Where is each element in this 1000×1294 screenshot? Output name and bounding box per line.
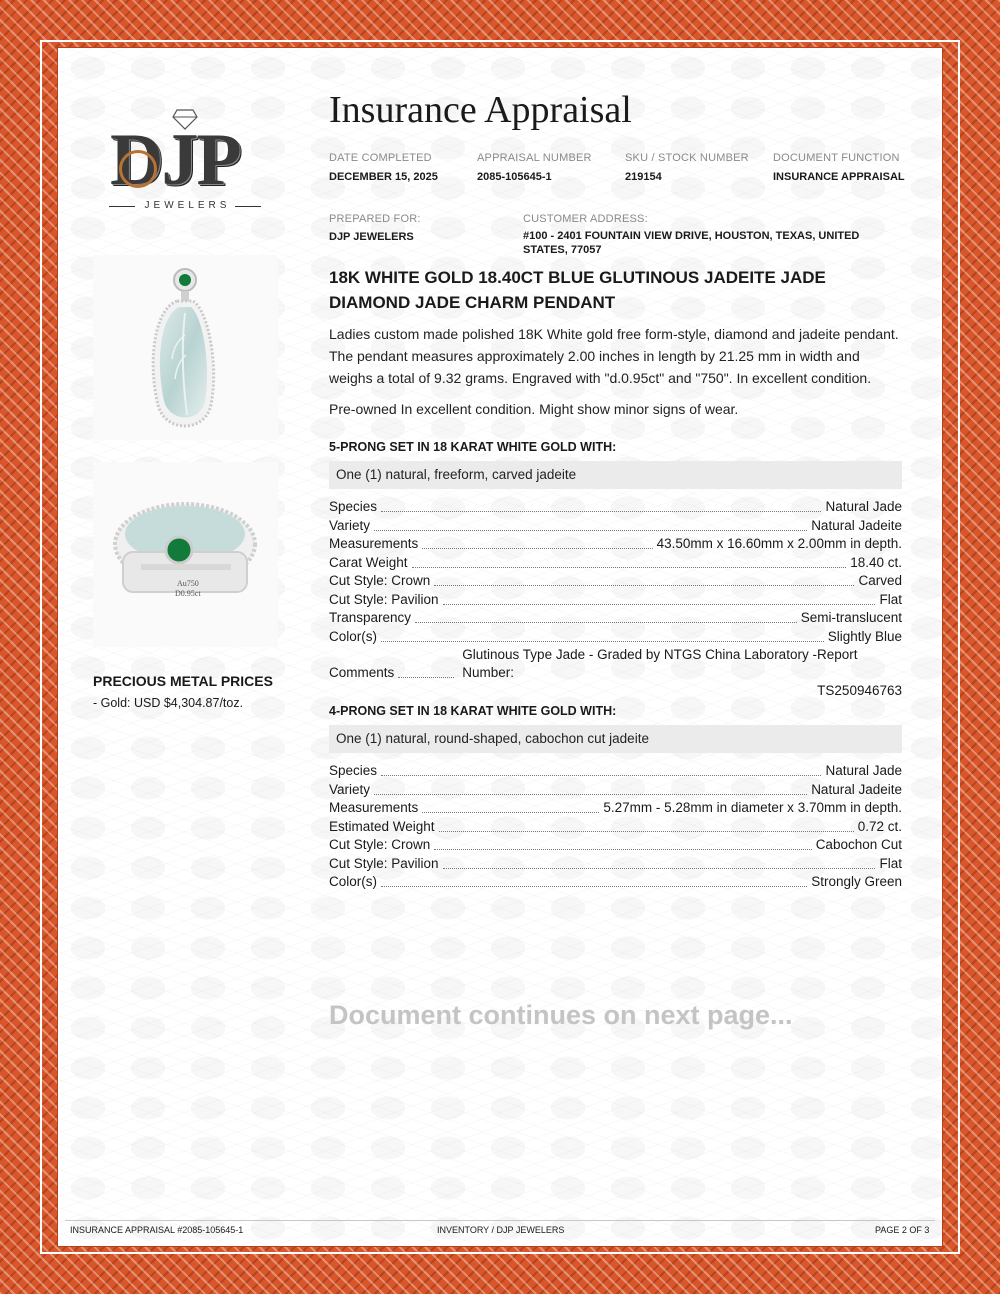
prepared-for-value: DJP JEWELERS <box>329 231 414 243</box>
spec-value: Natural Jade <box>825 499 902 514</box>
spec-value: Natural Jade <box>825 763 902 778</box>
spec-row <box>329 818 902 836</box>
spec-row <box>329 799 902 817</box>
spec-row <box>329 517 902 535</box>
section2-stone: One (1) natural, round-shaped, cabochon cut jadeite <box>329 725 902 753</box>
item-condition: Pre-owned In excellent condition. Might show minor signs of wear. <box>329 401 739 417</box>
logo-text: DJP <box>110 119 240 201</box>
spec-row <box>329 855 902 873</box>
engraving-line1: Au750 <box>177 579 199 588</box>
spec-value: Natural Jadeite <box>811 517 902 533</box>
pendant-back-photo <box>93 462 278 647</box>
spec-value: Strongly Green <box>811 874 902 889</box>
spec-row <box>329 572 902 590</box>
footer-left: INSURANCE APPRAISAL #2085-105645-1 <box>70 1225 244 1235</box>
item-title: 18K WHITE GOLD 18.40CT BLUE GLUTINOUS JADEITE JADE DIAMOND JADE CHARM PENDANT <box>329 268 826 312</box>
spec-key: Cut Style: Crown <box>329 573 431 588</box>
spec-key: Carat Weight <box>329 554 408 570</box>
pendant-icon <box>93 255 278 440</box>
spec-key: Color(s) <box>329 874 378 889</box>
meta-label-function: DOCUMENT FUNCTION <box>773 152 900 164</box>
spec-value: Flat <box>879 591 902 607</box>
spec-key: Cut Style: Pavilion <box>329 855 439 871</box>
customer-address-value: #100 - 2401 FOUNTAIN VIEW DRIVE, HOUSTON, TEXAS, UNITED STATES, 77057 <box>523 230 860 256</box>
customer-address-label: CUSTOMER ADDRESS: <box>523 213 648 225</box>
gear-icon <box>119 150 157 188</box>
spec-value: 43.50mm x 16.60mm x 2.00mm in depth. <box>656 536 902 551</box>
spec-key: Variety <box>329 781 371 797</box>
spec-row <box>329 591 902 609</box>
spec-key: Measurements <box>329 536 419 551</box>
meta-label-appraisal-number: APPRAISAL NUMBER <box>477 152 592 164</box>
spec-row <box>329 873 902 891</box>
meta-label-sku: SKU / STOCK NUMBER <box>625 152 749 164</box>
spec-key: Color(s) <box>329 628 378 644</box>
item-description: Ladies custom made polished 18K White gold free form-style, diamond and jadeite pendant. The pendant measures approximately 2.00 inches in length by 21.25 mm in width and weighs a total of 9.32 grams. Engraved with "d.0.95ct" and "750". In excellent condition. <box>329 326 899 386</box>
footer-right: PAGE 2 OF 3 <box>875 1225 930 1235</box>
spec-row <box>329 498 902 516</box>
section1-heading: 5-PRONG SET IN 18 KARAT WHITE GOLD WITH: <box>329 440 617 454</box>
spec-row <box>329 762 902 780</box>
meta-value-function: INSURANCE APPRAISAL <box>773 171 905 183</box>
footer-center: INVENTORY / DJP JEWELERS <box>437 1225 565 1235</box>
meta-value-appraisal-number: 2085-105645-1 <box>477 171 552 183</box>
meta-value-date: DECEMBER 15, 2025 <box>329 171 438 183</box>
spec-key: Species <box>329 499 378 514</box>
page-title: Insurance Appraisal <box>329 89 632 131</box>
spec-row <box>329 554 902 572</box>
pendant-back-icon <box>93 462 278 647</box>
spec-row <box>329 535 902 553</box>
prepared-for-label: PREPARED FOR: <box>329 213 421 225</box>
pendant-photo <box>93 255 278 440</box>
spec-value: Carved <box>858 573 902 588</box>
spec-value: 0.72 ct. <box>857 818 902 834</box>
meta-value-sku: 219154 <box>625 171 662 183</box>
spec-key: Comments <box>329 665 395 680</box>
spec-row <box>329 836 902 854</box>
meta-label-date: DATE COMPLETED <box>329 152 432 164</box>
spec-key: Species <box>329 763 378 778</box>
spec-value: Cabochon Cut <box>815 837 902 852</box>
metal-prices-heading: PRECIOUS METAL PRICES <box>93 673 273 689</box>
spec-value: 5.27mm - 5.28mm in diameter x 3.70mm in depth. <box>603 800 902 815</box>
footer-divider <box>65 1220 935 1221</box>
djp-logo <box>105 105 265 215</box>
spec-value: Glutinous Type Jade - Graded by NTGS China Laboratory -Report Number: <box>462 647 858 680</box>
spec-row <box>329 609 902 627</box>
spec-key: Measurements <box>329 800 419 815</box>
spec-row <box>329 628 902 646</box>
spec-value: Natural Jadeite <box>811 781 902 797</box>
spec-value: 18.40 ct. <box>850 554 902 570</box>
spec-value-continued: TS250946763 <box>817 683 902 698</box>
gold-price: - Gold: USD $4,304.87/toz. <box>93 696 244 710</box>
spec-value: Flat <box>879 855 902 871</box>
spec-value: Semi-translucent <box>800 610 902 625</box>
engraving-line2: D0.95ct <box>175 589 201 598</box>
spec-key: Variety <box>329 517 371 533</box>
section2-heading: 4-PRONG SET IN 18 KARAT WHITE GOLD WITH: <box>329 704 617 718</box>
logo-subtext: JEWELERS <box>144 200 231 211</box>
continue-note: Document continues on next page... <box>329 1000 793 1030</box>
section1-stone: One (1) natural, freeform, carved jadeite <box>329 461 902 489</box>
spec-key: Estimated Weight <box>329 818 435 834</box>
spec-key: Cut Style: Crown <box>329 837 431 852</box>
spec-value: Slightly Blue <box>827 628 902 644</box>
logo-rule-left <box>109 206 135 207</box>
spec-row <box>329 781 902 799</box>
spec-key: Cut Style: Pavilion <box>329 591 439 607</box>
spec-row-comments <box>329 646 902 700</box>
spec-key: Transparency <box>329 610 412 625</box>
logo-rule-right <box>235 206 261 207</box>
